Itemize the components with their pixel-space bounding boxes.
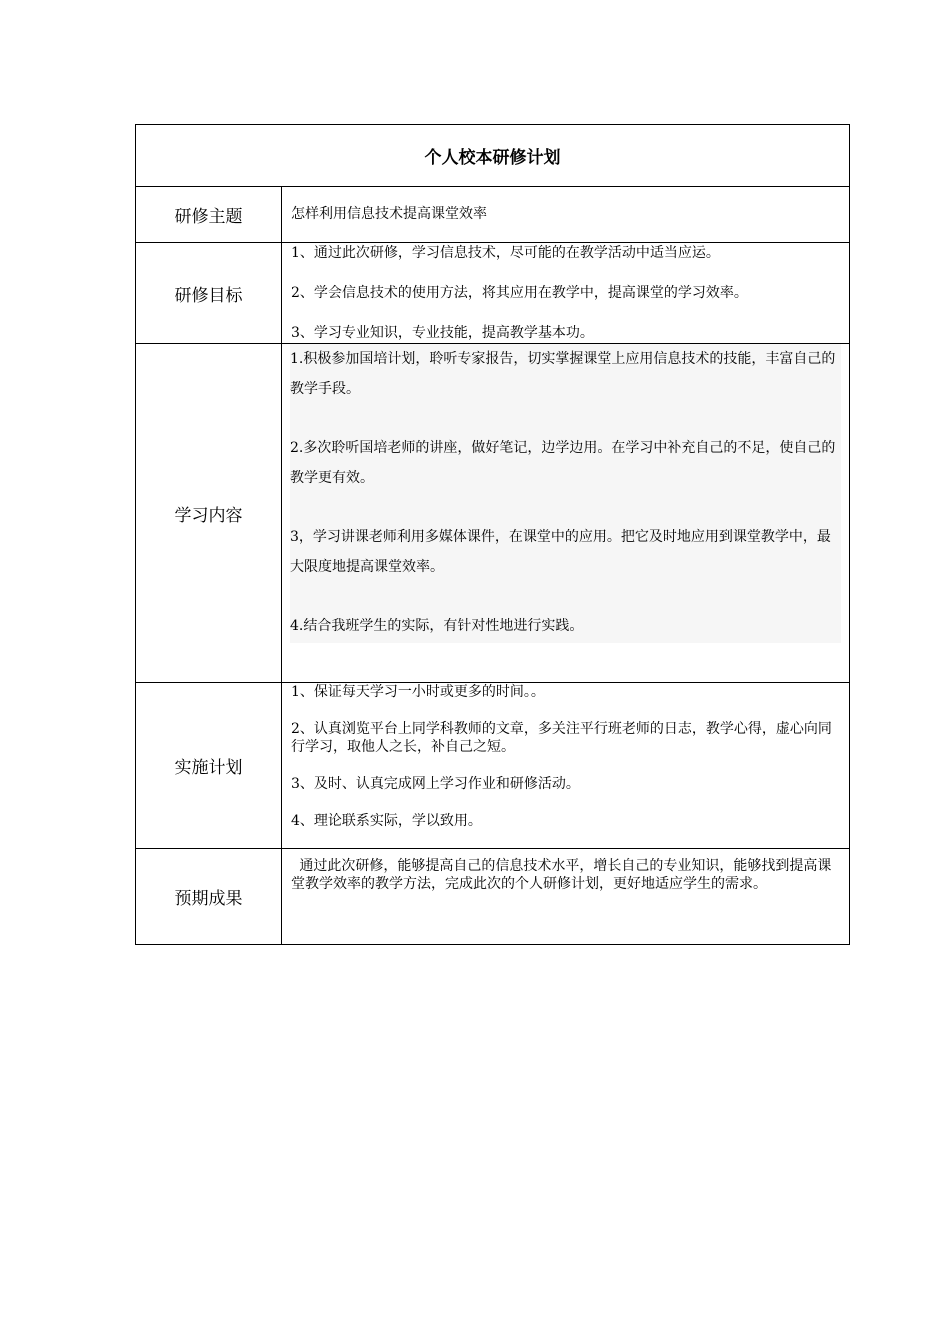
theme-row [136, 187, 850, 243]
implementation-item: 3、及时、认真完成网上学习作业和研修活动。 [291, 776, 580, 792]
content-item: 2.多次聆听国培老师的讲座，做好笔记，边学边用。在学习中补充自己的不足，使自己的教学更有效。 [290, 440, 836, 486]
implementation-item: 2、认真浏览平台上同学科教师的文章，多关注平行班老师的日志，教学心得，虚心向同行学习，取他人之长，补自己之短。 [291, 721, 832, 755]
goal-item: 2、学会信息技术的使用方法，将其应用在教学中，提高课堂的学习效率。 [291, 285, 748, 301]
goal-item: 1、通过此次研修，学习信息技术，尽可能的在教学活动中适当应运。 [291, 245, 720, 261]
result-label: 预期成果 [136, 849, 282, 945]
theme-label: 研修主题 [136, 187, 282, 243]
content-list [290, 344, 841, 643]
goal-item: 3、学习专业知识，专业技能，提高教学基本功。 [291, 325, 594, 341]
content-item: 3，学习讲课老师利用多媒体课件，在课堂中的应用。把它及时地应用到课堂教学中，最大限度地提高课堂效率。 [290, 529, 831, 575]
goal-cell [282, 243, 850, 344]
result-cell [282, 849, 850, 945]
goal-label: 研修目标 [136, 243, 282, 344]
implementation-item: 4、理论联系实际，学以致用。 [291, 813, 482, 829]
result-row [136, 849, 850, 945]
content-cell [282, 344, 850, 683]
goal-row [136, 243, 850, 344]
theme-cell [282, 187, 850, 243]
implementation-cell [282, 683, 850, 849]
content-label: 学习内容 [136, 344, 282, 683]
content-item: 1.积极参加国培计划，聆听专家报告，切实掌握课堂上应用信息技术的技能，丰富自己的教学手段。 [290, 351, 836, 397]
theme-text: 怎样利用信息技术提高课堂效率 [291, 206, 487, 222]
study-plan-table [135, 124, 850, 945]
title-row [136, 125, 850, 187]
implementation-list [291, 683, 841, 830]
implementation-row [136, 683, 850, 849]
implementation-label: 实施计划 [136, 683, 282, 849]
goal-list [291, 243, 841, 343]
content-item: 4.结合我班学生的实际，有针对性地进行实践。 [290, 618, 584, 634]
content-row [136, 344, 850, 683]
result-text: 通过此次研修，能够提高自己的信息技术水平，增长自己的专业知识，能够找到提高课堂教学效率的教学方法，完成此次的个人研修计划，更好地适应学生的需求。 [291, 858, 832, 892]
document-title: 个人校本研修计划 [136, 125, 850, 187]
implementation-item: 1、保证每天学习一小时或更多的时间。。 [291, 684, 545, 700]
